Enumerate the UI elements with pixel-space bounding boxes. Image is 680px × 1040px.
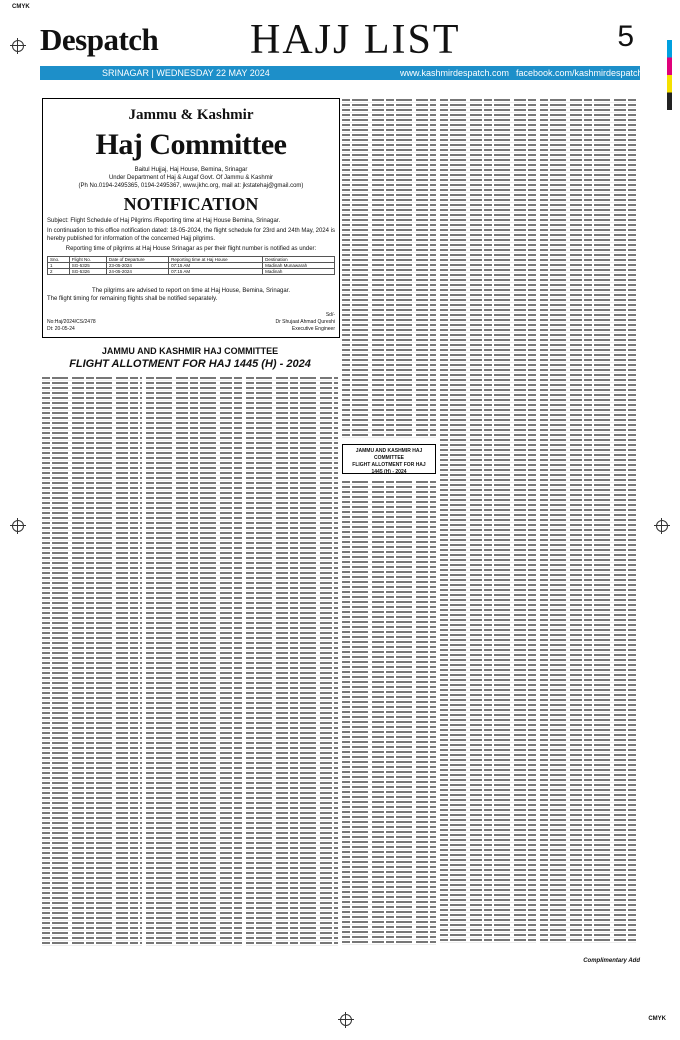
list-item bbox=[342, 433, 436, 438]
registration-mark-icon bbox=[340, 1014, 352, 1026]
notification-box bbox=[42, 98, 340, 338]
table-row: 1 SG-5325 23-05-2024 07:15 AM Madinah Munawarah bbox=[48, 263, 335, 269]
allotment-title: JAMMU AND KASHMIR HAJ COMMITTEE bbox=[101, 346, 279, 356]
registration-mark-icon bbox=[12, 40, 24, 52]
color-bar bbox=[667, 40, 672, 110]
allotment-subtitle: FLIGHT ALLOTMENT FOR HAJ 1445 (H) - 2024 bbox=[69, 358, 311, 370]
list-item bbox=[342, 940, 436, 945]
dateline-band bbox=[40, 66, 643, 80]
complimentary-label: Complimentary Add bbox=[583, 958, 640, 964]
list-column-6 bbox=[540, 98, 636, 946]
notice-advice: The pilgrims are advised to report on time at Haj House, Bemina, Srinagar. The flight timing for remaining flights shall be notified separately. bbox=[47, 288, 291, 302]
list-column-3 bbox=[246, 376, 338, 946]
list-column-4 bbox=[342, 98, 436, 438]
notice-state: Jammu & Kashmir bbox=[128, 107, 254, 123]
list-column-1 bbox=[42, 376, 142, 946]
dateline: SRINAGAR | WEDNESDAY 22 MAY 2024 bbox=[102, 68, 270, 78]
notice-title: NOTIFICATION bbox=[123, 194, 259, 214]
list-item bbox=[540, 938, 636, 943]
list-column-2 bbox=[146, 376, 242, 946]
table-header-row: Sno. Flight No. Date of Departure Reporting time at Haj House Destination bbox=[48, 257, 335, 263]
allotment-heading bbox=[42, 346, 338, 370]
cmyk-mark: CMYK bbox=[12, 4, 30, 10]
registration-mark-icon bbox=[656, 520, 668, 532]
website-link[interactable]: www.kashmirdespatch.com bbox=[400, 68, 510, 78]
list-column-5 bbox=[440, 98, 536, 946]
notice-address: Baitul Hujjaj, Haj House, Bemina, Srinagar Under Department of Haj & Augaf Govt. Of Jammu & Kashmir (Ph No.0194-2495365, 0194-2495367, www.jkhc.org, mail at: jkstatehaj@gmail.com) bbox=[78, 167, 304, 189]
notice-reporting: Reporting time of pilgrims at Haj House Srinagar as per their flight number is notified as under: bbox=[65, 246, 317, 252]
facebook-link[interactable]: facebook.com/kashmirdespatch bbox=[516, 68, 643, 78]
section-title: HAJJ LIST bbox=[250, 17, 461, 63]
schedule-table bbox=[47, 256, 335, 275]
allotment-box: JAMMU AND KASHMIR HAJ COMMITTEE FLIGHT ALLOTMENT FOR HAJ 1445 (H) - 2024 bbox=[342, 444, 436, 474]
table-row: 2 SG-5326 24-05-2024 07:15 AM Madinah bbox=[48, 269, 335, 275]
notice-signature: Sd/- Dr Shujaat Ahmad Qureshi Executive Engineer bbox=[275, 312, 335, 332]
cmyk-mark: CMYK bbox=[648, 1016, 666, 1022]
notice-body: In continuation to this office notification dated: 18-05-2024, the flight schedule for 23rd and 24th May, 2024 is hereby published for information of the concerned Hajj pilgrims. bbox=[47, 228, 335, 242]
list-column-4b bbox=[342, 480, 436, 946]
notice-reference: No:Haj/2024/CS/2478 Dt: 20-05-24 bbox=[47, 319, 96, 332]
masthead bbox=[40, 10, 643, 82]
list-item bbox=[246, 941, 338, 946]
notice-org: Haj Committee bbox=[95, 128, 287, 161]
list-item bbox=[146, 941, 242, 946]
list-item bbox=[42, 941, 142, 946]
registration-mark-icon bbox=[12, 520, 24, 532]
notice-subject: Subject: Flight Schedule of Haj Pilgrims /Reporting time at Haj House Bemina, Srinagar. bbox=[47, 218, 281, 224]
list-item bbox=[440, 938, 536, 943]
brand-logo: Despatch bbox=[40, 22, 159, 57]
page-number: 5 bbox=[617, 20, 634, 53]
